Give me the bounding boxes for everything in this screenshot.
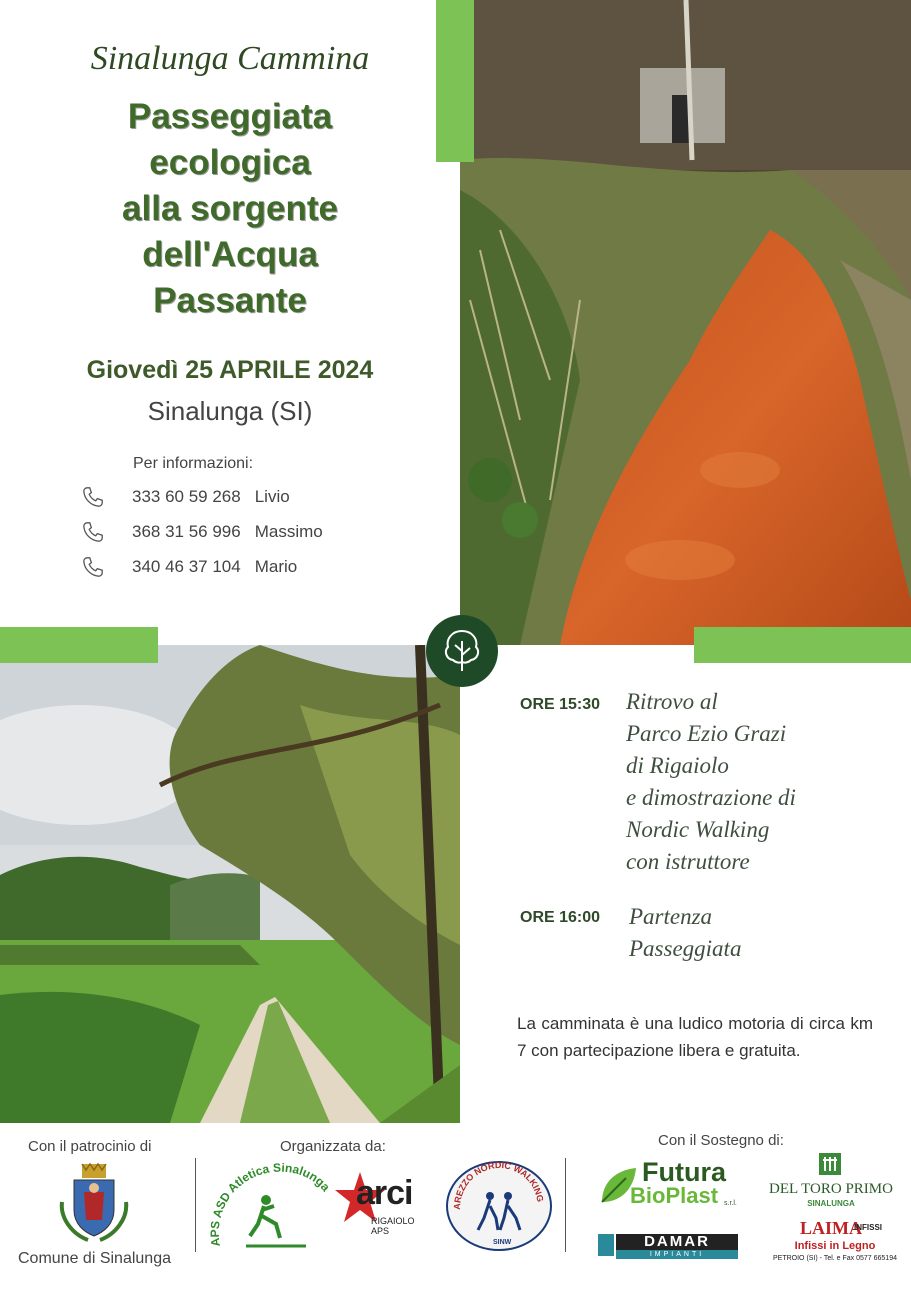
contact-name: Livio (254, 487, 290, 506)
laima-infissi-logo (770, 1218, 900, 1272)
nordic-text: AREZZO NORDIC WALKING (451, 1160, 546, 1210)
stream-photo (460, 0, 911, 645)
comune-crest-logo (52, 1162, 136, 1246)
contact-row (80, 517, 323, 547)
tree-icon (426, 615, 498, 687)
damar-mark-icon (598, 1234, 614, 1256)
title-line: dell'Acqua (142, 235, 318, 274)
schedule-line: Ritrovo al (626, 689, 718, 714)
contact-name: Massimo (254, 522, 323, 541)
contact-number[interactable]: 333 60 59 268 (132, 487, 241, 506)
title-line: alla sorgente (122, 189, 338, 228)
patronage-label: Con il patrocinio di (28, 1138, 152, 1155)
schedule-line: Parco Ezio Grazi (626, 721, 787, 746)
schedule-line: Nordic Walking (626, 817, 770, 842)
contact-number[interactable]: 368 31 56 996 (132, 522, 241, 541)
event-note: La camminata è una ludico motoria di circa km 7 con partecipazione libera e gratuita. (517, 1014, 873, 1060)
comune-name: Comune di Sinalunga (18, 1250, 171, 1267)
arci-subtext: RIGAIOLO APS (371, 1216, 415, 1236)
damar-text: DAMAR (616, 1234, 738, 1250)
title-line: Passante (153, 281, 307, 320)
futura-text: Futura (642, 1157, 726, 1187)
del-toro-primo-logo (766, 1152, 896, 1212)
laima-address: PETROIO (SI) - Tel. e Fax 0577 665194 (773, 1255, 897, 1262)
series-title: Sinalunga Cammina (90, 40, 370, 77)
support-label: Con il Sostegno di: (658, 1132, 784, 1149)
divider (565, 1158, 566, 1252)
schedule-line: Partenza (629, 904, 713, 929)
laima-infissi-text: INFISSI (854, 1223, 883, 1232)
deltoro-mark-icon (818, 1152, 842, 1176)
event-date: Giovedì 25 APRILE 2024 (86, 356, 374, 384)
arezzo-nordic-walking-logo (444, 1160, 554, 1252)
contact-number[interactable]: 340 46 37 104 (132, 557, 241, 576)
contact-name: Mario (254, 557, 298, 576)
title-line: ecologica (149, 143, 311, 182)
damar-impianti-logo (598, 1234, 740, 1262)
schedule-line: di Rigaiolo (626, 753, 729, 778)
schedule-line: con istruttore (626, 849, 750, 874)
damar-subtext: IMPIANTI (616, 1250, 738, 1259)
event-title (20, 94, 440, 324)
green-accent-bar (694, 627, 911, 663)
srl-text: s.r.l. (724, 1200, 737, 1207)
nordic-subtext: SINW (493, 1239, 512, 1246)
phone-icon (80, 484, 106, 510)
divider (195, 1158, 196, 1252)
svg-text:APS ASD Atletica Sinalunga (208, 1162, 333, 1247)
info-label: Per informazioni: (133, 455, 254, 472)
green-accent-bar (0, 627, 158, 663)
schedule-description (626, 686, 796, 878)
laima-subtext: Infissi in Legno (794, 1240, 876, 1252)
schedule-description (629, 901, 741, 965)
title-line: Passeggiata (127, 97, 333, 136)
event-place: Sinalunga (SI) (147, 396, 313, 426)
green-accent-bar (436, 0, 474, 162)
deltoro-subtext: SINALUNGA (807, 1199, 855, 1208)
path-photo (0, 645, 460, 1123)
contact-row (80, 552, 297, 582)
phone-icon (80, 554, 106, 580)
atletica-text: APS ASD Atletica Sinalunga (207, 1162, 333, 1248)
organized-label: Organizzata da: (280, 1138, 386, 1155)
schedule-line: Passeggiata (629, 936, 742, 961)
phone-icon (80, 519, 106, 545)
futura-bioplast-logo (596, 1158, 746, 1214)
arci-text: arci (356, 1174, 413, 1212)
schedule-time: ORE 16:00 (520, 909, 601, 926)
deltoro-text: DEL TORO PRIMO (769, 1181, 893, 1197)
bioplast-text: BioPlast (630, 1183, 719, 1208)
laima-text: LAIMA (800, 1218, 862, 1238)
schedule-line: e dimostrazione di (626, 785, 796, 810)
schedule-time: ORE 15:30 (520, 696, 601, 713)
atletica-sinalunga-logo (206, 1162, 334, 1254)
arci-logo (334, 1170, 434, 1236)
contact-row (80, 482, 290, 512)
